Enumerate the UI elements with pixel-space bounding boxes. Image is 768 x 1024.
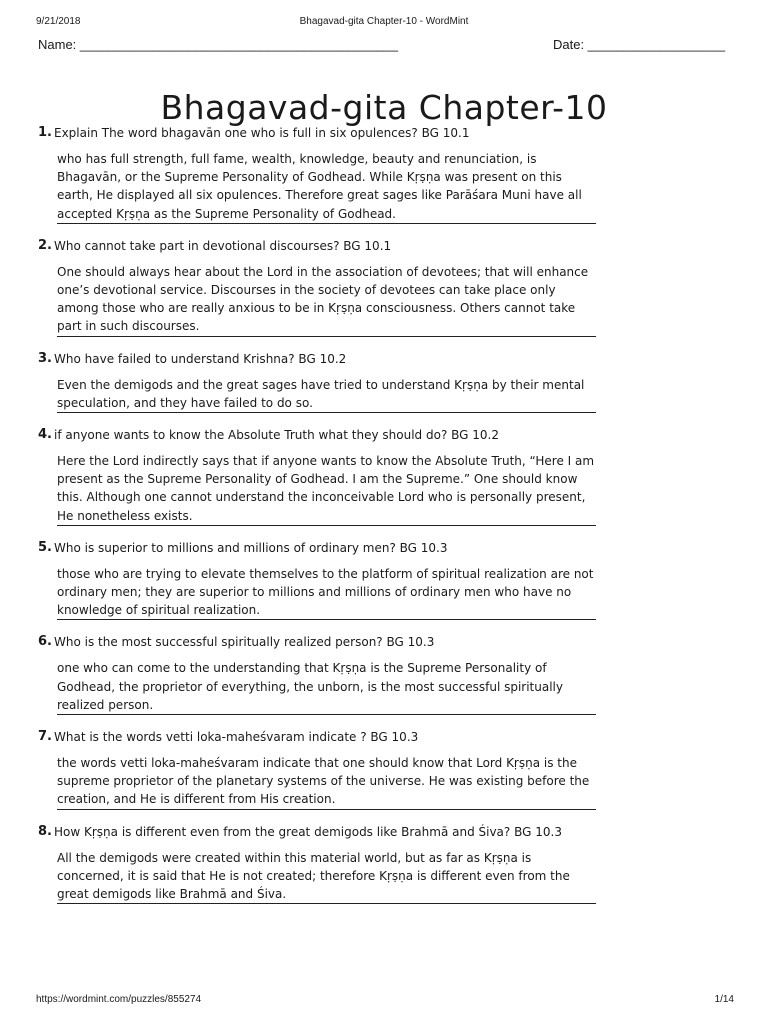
question-line [38, 350, 598, 368]
question-block [38, 823, 598, 905]
question-list [38, 124, 598, 917]
footer-page-number: 1/14 [714, 994, 734, 1005]
question-block [38, 350, 598, 413]
answer-text: those who are trying to elevate themselves to the platform of spiritual realization are not ordinary men; they are superior to millions and millions of ordinary men who have no knowledge of spiritual realization. [57, 565, 596, 621]
answer-text: One should always hear about the Lord in the association of devotees; that will enhance one’s devotional service. Discourses in the society of devotees can take place only among those who are really anxious to be in Kṛṣṇa consciousness. Others cannot take part in such discourses. [57, 263, 596, 337]
question-number: 7. [38, 729, 52, 745]
question-block [38, 237, 598, 337]
question-text: What is the words vetti loka-maheśvaram indicate ? BG 10.3 [54, 730, 419, 745]
question-block [38, 728, 598, 810]
question-number: 6. [38, 634, 52, 650]
question-number: 8. [38, 823, 52, 839]
question-text: How Kṛṣṇa is different even from the great demigods like Brahmā and Śiva? BG 10.3 [54, 824, 562, 839]
question-line [38, 237, 598, 255]
answer-text: Even the demigods and the great sages have tried to understand Kṛṣṇa by their mental speculation, and they have failed to do so. [57, 376, 596, 413]
question-block [38, 539, 598, 621]
browser-print-date: 9/21/2018 [36, 16, 81, 27]
question-line [38, 539, 598, 557]
question-text: Who have failed to understand Krishna? BG 10.2 [54, 351, 347, 366]
question-line [38, 633, 598, 651]
question-line [38, 426, 598, 444]
question-line [38, 728, 598, 746]
question-block [38, 633, 598, 715]
question-block [38, 426, 598, 526]
date-field-line: Date: ___________________ [553, 37, 726, 52]
browser-print-title: Bhagavad-gita Chapter-10 - WordMint [299, 16, 469, 27]
question-text: Who is the most successful spiritually realized person? BG 10.3 [54, 635, 435, 650]
question-line [38, 124, 598, 142]
answer-text: Here the Lord indirectly says that if anyone wants to know the Absolute Truth, “Here I am present as the Supreme Personality of Godhead. I am the Supreme.” One should know this. Although one cannot understand the inconceivable Lord who is personally present, He nonetheless exists. [57, 452, 596, 526]
page-title: Bhagavad-gita Chapter-10 [160, 88, 608, 128]
question-number: 3. [38, 350, 52, 366]
answer-text: one who can come to the understanding that Kṛṣṇa is the Supreme Personality of Godhead, the proprietor of everything, the unborn, is the most successful spiritually realized person. [57, 659, 596, 715]
answer-text: All the demigods were created within this material world, but as far as Kṛṣṇa is concerned, it is said that He is not created; therefore Kṛṣṇa is different even from the great demigods like Brahmā and Śiva. [57, 849, 596, 905]
question-text: Who is superior to millions and millions of ordinary men? BG 10.3 [54, 540, 448, 555]
question-block [38, 124, 598, 224]
question-text: Explain The word bhagavān one who is full in six opulences? BG 10.1 [54, 126, 470, 140]
question-line [38, 823, 598, 841]
question-number: 4. [38, 427, 52, 443]
question-text: Who cannot take part in devotional discourses? BG 10.1 [54, 238, 392, 253]
question-number: 2. [38, 237, 52, 253]
answer-text: who has full strength, full fame, wealth, knowledge, beauty and renunciation, is Bhagavān, or the Supreme Personality of Godhead. While Kṛṣṇa was present on this earth, He displayed all six opulences. Therefore great sages like Parāśara Muni have all accepted Kṛṣṇa as the Supreme Personality of Godhead. [57, 150, 596, 224]
question-number: 1. [38, 125, 52, 140]
footer-url: https://wordmint.com/puzzles/855274 [36, 994, 202, 1005]
question-number: 5. [38, 539, 52, 555]
answer-text: the words vetti loka-maheśvaram indicate that one should know that Lord Kṛṣṇa is the supreme proprietor of the planetary systems of the universe. He was existing before the creation, and He is different from His creation. [57, 754, 596, 810]
question-text: if anyone wants to know the Absolute Truth what they should do? BG 10.2 [54, 428, 499, 443]
name-field-line: Name: ____________________________________________ [38, 37, 399, 52]
